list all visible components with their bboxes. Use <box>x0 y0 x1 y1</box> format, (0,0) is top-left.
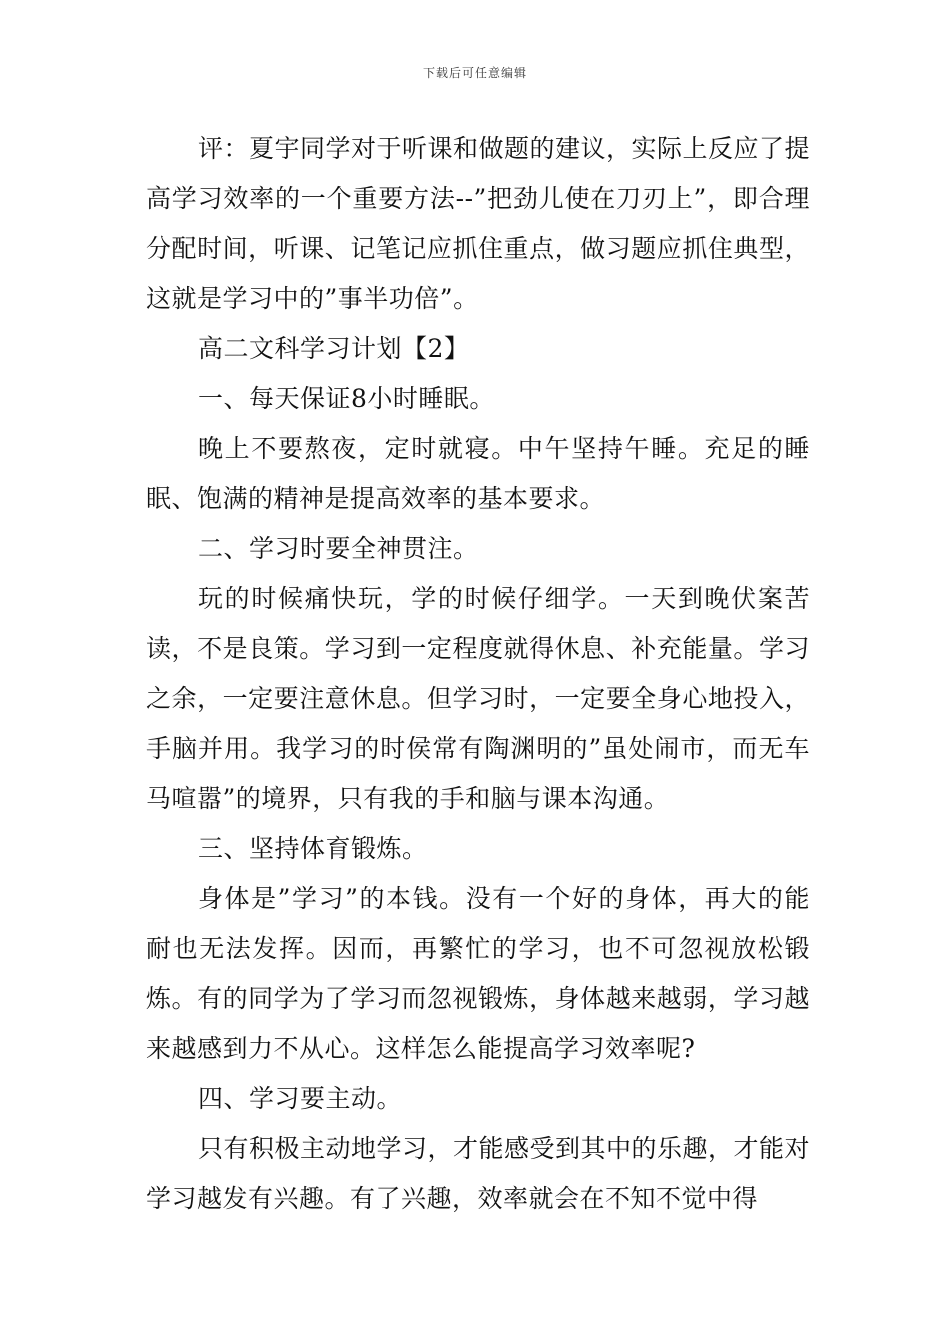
paragraph-initiative: 只有积极主动地学习，才能感受到其中的乐趣，才能对学习越发有兴趣。有了兴趣，效率就会在不知不觉中得 <box>146 1134 811 1213</box>
paragraph-exercise: 身体是”学习”的本钱。没有一个好的身体，再大的能耐也无法发挥。因而，再繁忙的学习，也不可忽视放松锻炼。有的同学为了学习而忽视锻炼，身体越来越弱，学习越来越感到力不从心。这样怎么能提高学习效率呢? <box>146 884 810 1063</box>
heading-focus: 二、学习时要全神贯注。 <box>198 534 479 563</box>
section-title: 高二文科学习计划【2】 <box>198 334 470 363</box>
heading-exercise: 三、坚持体育锻炼。 <box>198 834 428 863</box>
paragraph-sleep: 晚上不要熬夜，定时就寝。中午坚持午睡。充足的睡眠、饱满的精神是提高效率的基本要求。 <box>146 434 810 513</box>
document-body <box>146 124 810 1224</box>
page-header: 下载后可任意编辑 <box>422 66 527 80</box>
paragraph-focus: 玩的时候痛快玩，学的时候仔细学。一天到晚伏案苦读，不是良策。学习到一定程度就得休息、补充能量。学习之余，一定要注意休息。但学习时，一定要全身心地投入，手脑并用。我学习的时侯常有陶渊明的”虽处闹市，而无车马喧嚣”的境界，只有我的手和脑与课本沟通。 <box>146 584 810 813</box>
commentary-paragraph: 评：夏宇同学对于听课和做题的建议，实际上反应了提高学习效率的一个重要方法--”把劲儿使在刀刃上”，即合理分配时间，听课、记笔记应抓住重点，做习题应抓住典型，这就是学习中的”事半功倍”。 <box>146 134 811 313</box>
heading-sleep: 一、每天保证8小时睡眠。 <box>198 384 495 413</box>
heading-initiative: 四、学习要主动。 <box>198 1084 403 1113</box>
